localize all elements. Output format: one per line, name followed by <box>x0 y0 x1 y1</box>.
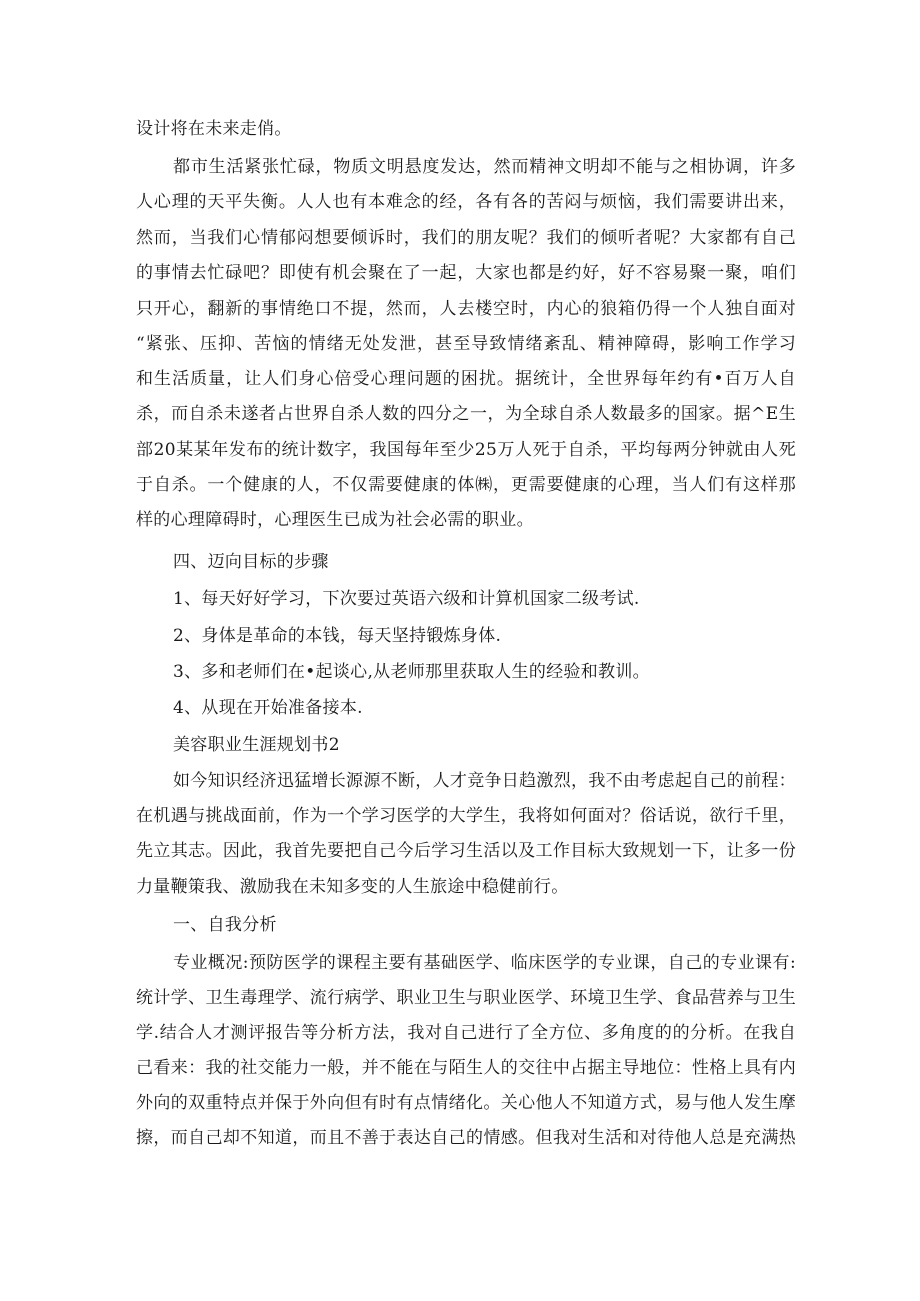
text-line: 如今知识经济迅猛增长源源不断，人才竞争日趋激烈，我不由考虑起自己的前程： <box>173 771 796 791</box>
text-line: 先立其志。因此，我首先要把自己今后学习生活以及工作目标大致规划一下，让多一份 <box>136 841 796 861</box>
document-title: 美容职业生涯规划书2 <box>173 735 340 755</box>
text-line: 杀，而自杀未遂者占世界自杀人数的四分之一，为全球自杀人数最多的国家。据^E生 <box>136 404 796 424</box>
text-line: 外向的双重特点并保于外向但有时有点情绪化。关心他人不知道方式，易与他人发生摩 <box>136 1093 796 1113</box>
list-item: 3、多和老师们在•起谈心,从老师那里获取人生的经验和教训。 <box>173 662 650 682</box>
list-item: 4、从现在开始准备接本. <box>173 698 363 718</box>
text-line: 力量鞭策我、激励我在未知多变的人生旅途中稳健前行。 <box>136 877 569 897</box>
list-item: 1、每天好好学习，下次要过英语六级和计算机国家二级考试. <box>173 589 640 609</box>
section-heading: 四、迈向目标的步骤 <box>173 552 329 572</box>
text-line: 己看来：我的社交能力一般，并不能在与陌生人的交往中占据主导地位：性格上具有内 <box>136 1058 796 1078</box>
text-line: 只开心，翻新的事情绝口不提，然而，人去楼空时，内心的狼箱仍得一个人独自面对 <box>136 299 796 319</box>
text-line: “紧张、压抑、苦恼的情绪无处发泄，甚至导致情绪紊乱、精神障碍，影响工作学习 <box>136 334 796 354</box>
text-line: 在机遇与挑战面前，作为一个学习医学的大学生，我将如何面对？俗话说，欲行千里， <box>136 806 796 826</box>
text-line: 设计将在未来走俏。 <box>136 119 292 139</box>
text-line: 擦，而自己却不知道，而且不善于表达自己的情感。但我对生活和对待他人总是充满热 <box>136 1128 796 1148</box>
text-line: 于自杀。一个健康的人，不仅需要健康的体㈱，更需要健康的心理，当人们有这样那 <box>136 475 796 495</box>
text-line: 专业概况:预防医学的课程主要有基础医学、临床医学的专业课，自己的专业课有: <box>173 953 796 973</box>
text-line: 和生活质量，让人们身心倍受心理问题的困扰。据统计，全世界每年约有•百万人自 <box>136 369 796 389</box>
section-heading: 一、自我分析 <box>173 915 277 935</box>
text-line: 然而，当我们心情郁闷想要倾诉时，我们的朋友呢？我们的倾听者呢？大家都有自己 <box>136 228 796 248</box>
list-item: 2、身体是革命的本钱，每天坚持锻炼身体. <box>173 626 502 646</box>
text-line: 都市生活紧张忙碌，物质文明悬度发达，然而精神文明却不能与之相协调，许多 <box>173 157 796 177</box>
text-line: 部20某某年发布的统计数字，我国每年至少25万人死于自杀，平均每两分钟就由人死 <box>136 440 796 460</box>
text-line: 样的心理障碍时，心理医生已成为社会必需的职业。 <box>136 510 534 530</box>
text-line: 人心理的天平失衡。人人也有本难念的经，各有各的苦闷与烦恼，我们需要讲出来， <box>136 192 796 212</box>
text-line: 学.结合人才测评报告等分析方法，我对自己进行了全方位、多角度的的分析。在我自 <box>136 1023 796 1043</box>
text-line: 统计学、卫生毒理学、流行病学、职业卫生与职业医学、环境卫生学、食品营养与卫生 <box>136 988 796 1008</box>
text-line: 的事情去忙碌吧？即使有机会聚在了一起，大家也都是约好，好不容易聚一聚，咱们 <box>136 263 796 283</box>
